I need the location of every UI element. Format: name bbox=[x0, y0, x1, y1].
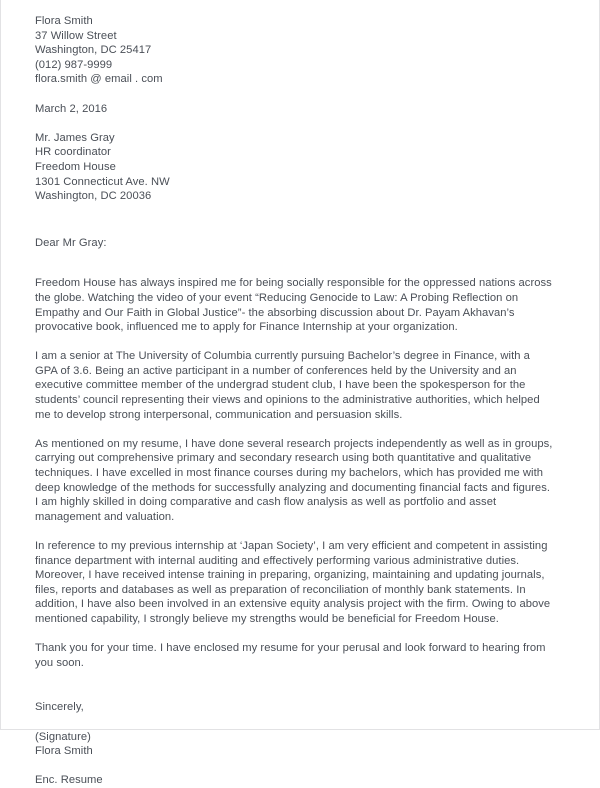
body-paragraph: Thank you for your time. I have enclosed my resume for your perusal and look forward to hearing from you soon. bbox=[35, 642, 546, 669]
recipient-organization: Freedom House bbox=[35, 160, 116, 173]
body-paragraph: Freedom House has always inspired me for being socially responsible for the oppressed nations across the globe. Watching the video of your event “Reducing Genocide to Law: A Probing Reflection on Empathy and Our Faith in Global Justice”- the absorbing discussion about Dr. Payam Akhavan’s provocative book, influenced me to apply for Finance Internship at your organization. bbox=[35, 277, 552, 334]
signature-name: Flora Smith bbox=[35, 745, 93, 758]
body-paragraph: In reference to my previous internship at ‘Japan Society’, I am very efficient and competent in assisting finance department with internal auditing and effectively performing various administrative duties. Moreover, I have received intense training in preparing, organizing, maintaining and updating journals, files, reports and databases as well as preparation of reconciliation of monthly bank statements. In addition, I have also been involved in an extensive equity analysis project with the firm. Owing to above mentioned capability, I strongly believe my strengths would be beneficial for Freedom House. bbox=[35, 540, 551, 625]
enclosure-note: Enc. Resume bbox=[35, 774, 103, 787]
recipient-city-state-zip: Washington, DC 20036 bbox=[35, 190, 152, 203]
signature-block bbox=[35, 730, 555, 759]
closing-salutation: Sincerely, bbox=[35, 701, 84, 714]
spacer-before-enclosure bbox=[35, 759, 555, 774]
sender-email: flora.smith @ email . com bbox=[35, 73, 163, 86]
spacer-after-sender bbox=[35, 87, 555, 102]
letter-body bbox=[35, 14, 555, 788]
spacer-after-closing bbox=[35, 715, 555, 730]
recipient-street: 1301 Connecticut Ave. NW bbox=[35, 175, 170, 188]
body-paragraph: I am a senior at The University of Columbia currently pursuing Bachelor’s degree in Finance, with a GPA of 3.6. Being an active participant in a number of conferences held by the University and an executive committee member of the undergrad student club, I have been the spokesperson for the students’ council representing their views and opinions to the administrative authorities, which helped me to develop strong interpersonal, communication and persuasion skills. bbox=[35, 350, 540, 421]
sender-city-state-zip: Washington, DC 25417 bbox=[35, 44, 152, 57]
recipient-name: Mr. James Gray bbox=[35, 131, 115, 144]
sender-street: 37 Willow Street bbox=[35, 29, 117, 42]
signature-placeholder: (Signature) bbox=[35, 730, 91, 743]
spacer-after-recipient bbox=[35, 204, 555, 236]
spacer-before-closing bbox=[35, 670, 555, 700]
spacer-after-date bbox=[35, 116, 555, 131]
spacer-after-salutation bbox=[35, 250, 555, 276]
sender-phone: (012) 987-9999 bbox=[35, 58, 113, 71]
recipient-address-block bbox=[35, 131, 555, 204]
salutation: Dear Mr Gray: bbox=[35, 236, 107, 249]
body-paragraph: As mentioned on my resume, I have done several research projects independently as well as in groups, carrying out comprehensive primary and secondary research using both quantitative and qualitative techniques. I have excelled in most finance courses during my bachelors, which has provided me with deep knowledge of the methods for successfully analyzing and documenting financial facts and figures. I am highly skilled in doing comparative and cash flow analysis as well as portfolio and asset management and valuation. bbox=[35, 437, 553, 523]
sender-name: Flora Smith bbox=[35, 15, 93, 27]
letter-date: March 2, 2016 bbox=[35, 102, 108, 115]
sender-address-block bbox=[35, 14, 555, 87]
recipient-title: HR coordinator bbox=[35, 146, 111, 159]
